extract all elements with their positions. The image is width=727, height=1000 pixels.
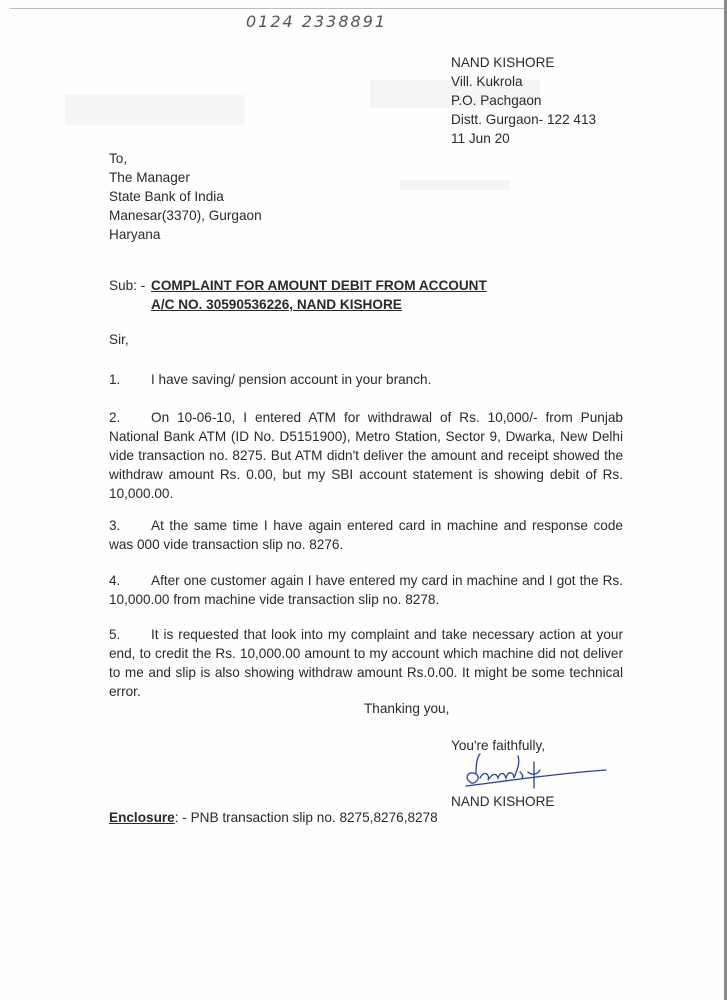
- recipient-line: The Manager: [109, 170, 190, 185]
- paragraph-5: [109, 625, 623, 701]
- enclosure-line: [109, 810, 438, 825]
- paragraph-text: At the same time I have again entered card in machine and response code was 000 vide transaction slip no. 8276.: [109, 518, 623, 552]
- enclosure-label: Enclosure: [109, 810, 175, 825]
- paragraph-text: After one customer again I have entered my card in machine and I got the Rs. 10,000.00 from machine vide transaction slip no. 8278.: [109, 573, 623, 607]
- paragraph-2: [109, 408, 623, 503]
- signatory-name: NAND KISHORE: [451, 794, 555, 809]
- sender-address-line: P.O. Pachgaon: [451, 93, 542, 108]
- sender-address-line: Vill. Kukrola: [451, 74, 523, 89]
- enclosure-text: : - PNB transaction slip no. 8275,8276,8278: [174, 810, 438, 825]
- recipient-line: State Bank of India: [109, 189, 224, 204]
- paragraph-number: 5.: [109, 627, 121, 642]
- subject-line-1: COMPLAINT FOR AMOUNT DEBIT FROM ACCOUNT: [151, 278, 487, 293]
- paragraph-number: 1.: [109, 372, 121, 387]
- recipient-line: Haryana: [109, 227, 161, 242]
- paragraph-number: 2.: [109, 410, 121, 425]
- paragraph-number: 4.: [109, 573, 121, 588]
- handwritten-signature-icon: [460, 752, 610, 795]
- handwritten-phone-number: 0124 2338891: [246, 12, 388, 31]
- subject-block: [109, 276, 487, 314]
- subject-line-2: A/C NO. 30590536226, NAND KISHORE: [151, 297, 402, 312]
- bleed-through-artifact: [400, 180, 510, 190]
- paragraph-text: I have saving/ pension account in your branch.: [151, 372, 432, 387]
- letter-date: 11 Jun 20: [451, 131, 510, 146]
- paragraph-1: [109, 370, 623, 389]
- paragraph-number: 3.: [109, 518, 121, 533]
- thanking-line: Thanking you,: [364, 701, 450, 716]
- paragraph-4: [109, 571, 623, 609]
- paragraph-text: On 10-06-10, I entered ATM for withdrawal of Rs. 10,000/- from Punjab National Bank ATM (ID No. D5151900), Metro Station, Sector 9, Dwarka, New Delhi vide transaction no. 8275. But ATM didn't deliver the amount and receipt showed the withdraw amount Rs. 0.00, but my SBI account statement is showing debit of Rs. 10,000.00.: [109, 410, 623, 501]
- recipient-line: Manesar(3370), Gurgaon: [109, 208, 262, 223]
- bleed-through-artifact: [65, 95, 245, 125]
- salutation: Sir,: [109, 332, 129, 347]
- sender-address-line: Distt. Gurgaon- 122 413: [451, 112, 597, 127]
- sender-address-block: [451, 53, 596, 148]
- paragraph-3: [109, 516, 623, 554]
- scan-top-edge: [10, 8, 727, 9]
- subject-label: Sub: -: [109, 278, 146, 293]
- sender-name: NAND KISHORE: [451, 55, 555, 70]
- paragraph-text: It is requested that look into my complaint and take necessary action at your end, to credit the Rs. 10,000.00 amount to my account which machine did not deliver to me and slip is also showing withdraw amount Rs.0.00. It might be some technical error.: [109, 627, 623, 699]
- recipient-address-block: [109, 149, 262, 244]
- recipient-line: To,: [109, 151, 128, 166]
- closing-line: You're faithfully,: [451, 738, 546, 753]
